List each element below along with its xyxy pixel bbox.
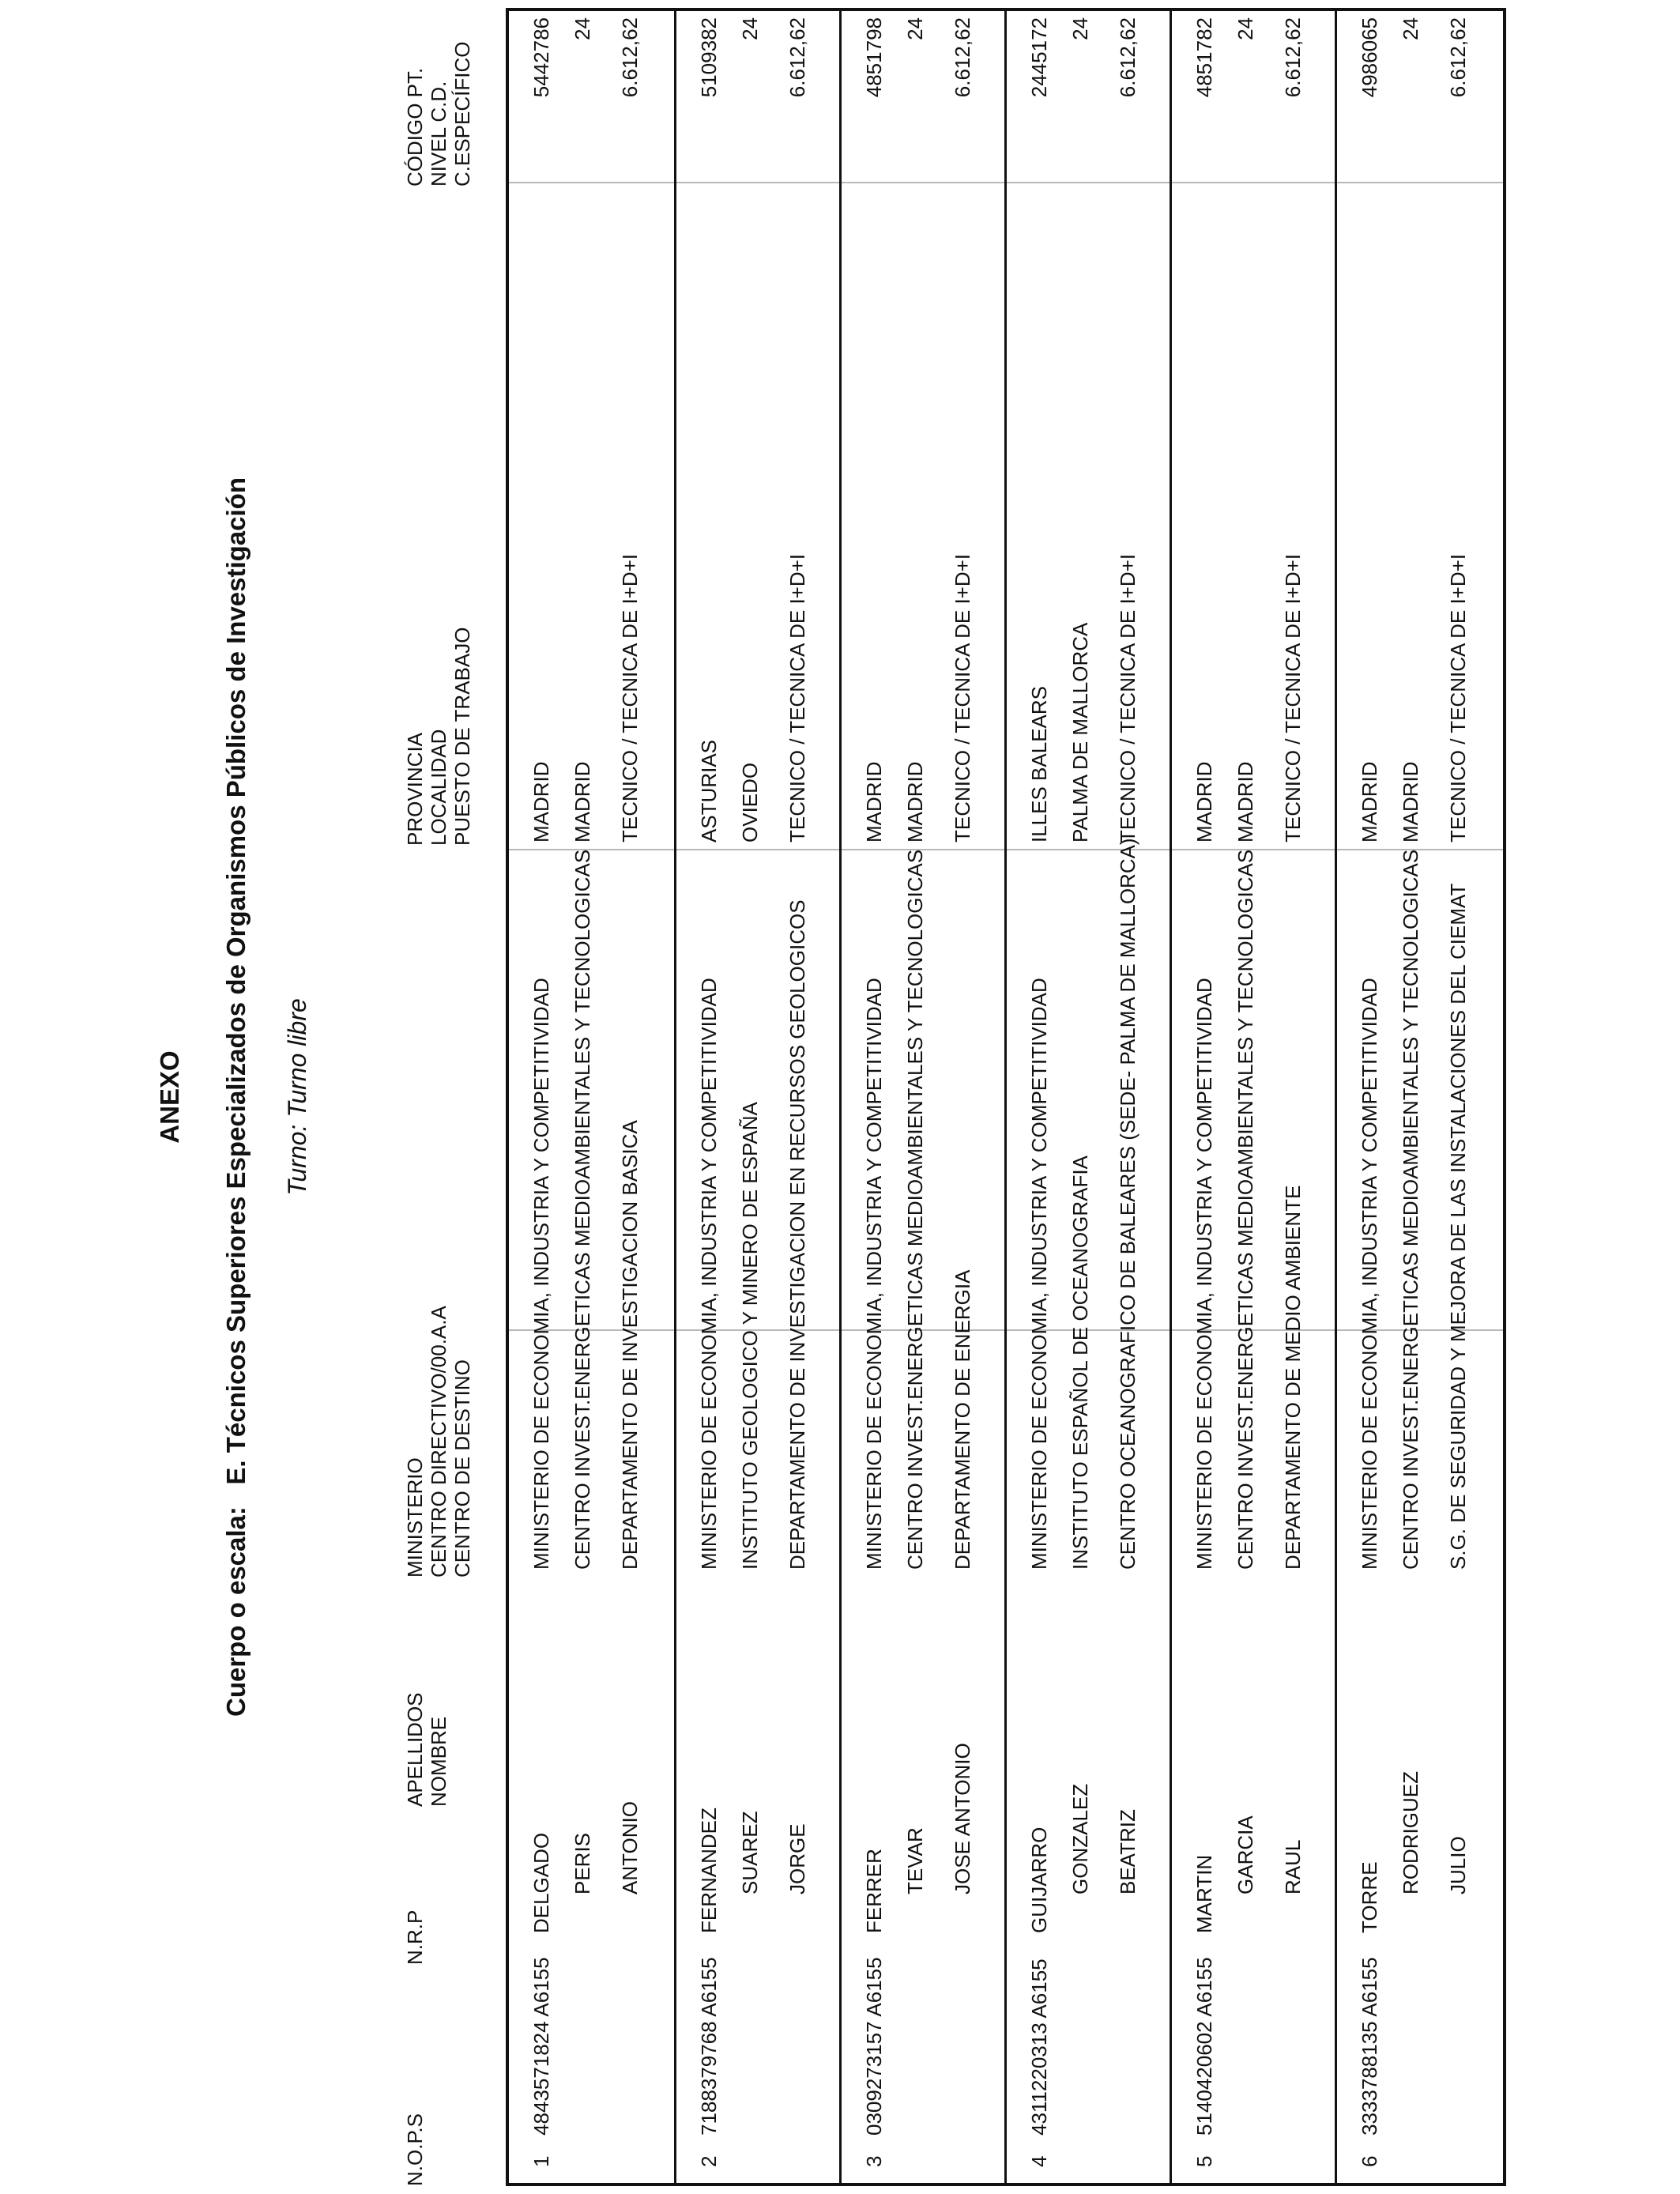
- cell-centro-directivo: CENTRO INVEST.ENERGETICAS MEDIOAMBIENTALES Y TECNOLOGICAS: [903, 849, 927, 1570]
- cell-localidad: MADRID: [1399, 761, 1422, 843]
- cell-nombre: JULIO: [1446, 1836, 1470, 1894]
- cell-centro-directivo: CENTRO INVEST.ENERGETICAS MEDIOAMBIENTALES Y TECNOLOGICAS: [571, 849, 594, 1570]
- cell-apellido1: TORRE: [1358, 1861, 1381, 1933]
- cell-nrp: 4311220313 A6155: [1027, 1958, 1051, 2136]
- cell-especifico: 6.612,62: [1281, 17, 1305, 98]
- cell-ministerio: MINISTERIO DE ECONOMIA, INDUSTRIA Y COMPETITIVIDAD: [1027, 978, 1051, 1570]
- cell-codigo: 5442786: [529, 17, 553, 98]
- cell-nombre: RAUL: [1281, 1839, 1305, 1894]
- cell-apellido2: PERIS: [571, 1832, 594, 1894]
- turno-value: Turno libre: [283, 998, 311, 1118]
- cell-provincia: MADRID: [529, 761, 553, 843]
- cell-especifico: 6.612,62: [1446, 17, 1470, 98]
- table-row: [1004, 11, 1170, 2183]
- cell-nrp: 3333788135 A6155: [1358, 1957, 1381, 2136]
- cuerpo-escala-line: [221, 0, 251, 2194]
- cell-centro-destino: DEPARTAMENTO DE MEDIO AMBIENTE: [1281, 1185, 1305, 1570]
- cell-apellido2: SUAREZ: [738, 1811, 762, 1894]
- cell-nivel: 24: [1399, 17, 1422, 40]
- cell-ministerio: MINISTERIO DE ECONOMIA, INDUSTRIA Y COMPETITIVIDAD: [1192, 978, 1216, 1570]
- cell-apellido2: RODRIGUEZ: [1399, 1771, 1422, 1894]
- cell-nrp: 0309273157 A6155: [862, 1957, 886, 2136]
- cell-localidad: OVIEDO: [738, 762, 762, 843]
- cell-nombre: JORGE: [785, 1823, 809, 1894]
- cell-provincia: MADRID: [1192, 761, 1216, 843]
- cell-codigo: 4851798: [862, 17, 886, 98]
- cell-nops: 3: [862, 2155, 886, 2167]
- cell-especifico: 6.612,62: [951, 17, 974, 98]
- anexo-table: [506, 8, 1506, 2186]
- cell-ministerio: MINISTERIO DE ECONOMIA, INDUSTRIA Y COMPETITIVIDAD: [1358, 978, 1381, 1570]
- cell-centro-directivo: INSTITUTO GEOLOGICO Y MINERO DE ESPAÑA: [738, 1102, 762, 1570]
- cell-nivel: 24: [571, 17, 594, 40]
- cell-nops: 1: [529, 2155, 553, 2167]
- cell-puesto: TECNICO / TECNICA DE I+D+I: [951, 553, 974, 843]
- cell-nops: 2: [697, 2155, 721, 2167]
- cell-apellido2: TEVAR: [903, 1827, 927, 1894]
- cell-localidad: MADRID: [903, 761, 927, 843]
- cell-nrp: 7188379768 A6155: [697, 1957, 721, 2136]
- cell-centro-destino: DEPARTAMENTO DE INVESTIGACION BASICA: [618, 1120, 642, 1570]
- header-apellidos-nombre: APELLIDOS NOMBRE: [403, 1692, 450, 1807]
- cell-puesto: TECNICO / TECNICA DE I+D+I: [1281, 553, 1305, 843]
- header-provincia-puesto: PROVINCIA LOCALIDAD PUESTO DE TRABAJO: [403, 627, 474, 846]
- cell-apellido1: GUIJARRO: [1027, 1826, 1051, 1933]
- turno-label: Turno:: [283, 1124, 311, 1196]
- cell-ministerio: MINISTERIO DE ECONOMIA, INDUSTRIA Y COMPETITIVIDAD: [529, 978, 553, 1570]
- header-codigo-nivel: CÓDIGO PT. NIVEL C.D. C.ESPECÍFICO: [403, 41, 474, 187]
- cell-apellido2: GARCIA: [1234, 1815, 1257, 1894]
- cell-provincia: ILLES BALEARS: [1027, 686, 1051, 843]
- header-nrp: N.R.P: [403, 1909, 427, 1965]
- cell-centro-destino: CENTRO OCEANOGRAFICO DE BALEARES (SEDE- PALMA DE MALLORCA): [1116, 838, 1139, 1570]
- cell-localidad: MADRID: [571, 761, 594, 843]
- table-row: [674, 11, 839, 2183]
- cell-especifico: 6.612,62: [1116, 17, 1139, 98]
- header-nops: N.O.P.S: [403, 2113, 427, 2186]
- cell-nivel: 24: [1068, 17, 1092, 40]
- cell-provincia: MADRID: [862, 761, 886, 843]
- cuerpo-value: E. Técnicos Superiores Especializados de Organismos Públicos de Investigación: [221, 477, 250, 1485]
- cuerpo-label: Cuerpo o escala:: [221, 1506, 250, 1717]
- cell-nops: 6: [1358, 2155, 1381, 2167]
- cell-localidad: MADRID: [1234, 761, 1257, 843]
- cell-nrp: 4843571824 A6155: [529, 1957, 553, 2136]
- cell-centro-destino: DEPARTAMENTO DE INVESTIGACION EN RECURSOS GEOLOGICOS: [785, 899, 809, 1570]
- cell-puesto: TECNICO / TECNICA DE I+D+I: [1116, 553, 1139, 843]
- cell-centro-destino: DEPARTAMENTO DE ENERGIA: [951, 1269, 974, 1570]
- cell-nombre: JOSE ANTONIO: [951, 1743, 974, 1894]
- cell-ministerio: MINISTERIO DE ECONOMIA, INDUSTRIA Y COMPETITIVIDAD: [697, 978, 721, 1570]
- cell-apellido2: GONZALEZ: [1068, 1783, 1092, 1894]
- cell-nombre: ANTONIO: [618, 1801, 642, 1894]
- cell-centro-directivo: INSTITUTO ESPAÑOL DE OCEANOGRAFIA: [1068, 1155, 1092, 1570]
- cell-centro-directivo: CENTRO INVEST.ENERGETICAS MEDIOAMBIENTALES Y TECNOLOGICAS: [1399, 849, 1422, 1570]
- cell-nombre: BEATRIZ: [1116, 1809, 1139, 1894]
- cell-nops: 4: [1027, 2155, 1051, 2167]
- cell-puesto: TECNICO / TECNICA DE I+D+I: [618, 553, 642, 843]
- cell-ministerio: MINISTERIO DE ECONOMIA, INDUSTRIA Y COMPETITIVIDAD: [862, 978, 886, 1570]
- cell-codigo: 4986065: [1358, 17, 1381, 98]
- cell-provincia: MADRID: [1358, 761, 1381, 843]
- cell-codigo: 2445172: [1027, 17, 1051, 98]
- cell-localidad: PALMA DE MALLORCA: [1068, 622, 1092, 843]
- cell-especifico: 6.612,62: [785, 17, 809, 98]
- cell-nivel: 24: [738, 17, 762, 40]
- header-ministerio-centro: MINISTERIO CENTRO DIRECTIVO/00.A.A CENTRO DE DESTINO: [403, 1306, 474, 1578]
- cell-centro-directivo: CENTRO INVEST.ENERGETICAS MEDIOAMBIENTALES Y TECNOLOGICAS: [1234, 849, 1257, 1570]
- cell-especifico: 6.612,62: [618, 17, 642, 98]
- cell-apellido1: DELGADO: [529, 1832, 553, 1933]
- table-row: [509, 11, 672, 2183]
- cell-nops: 5: [1192, 2155, 1216, 2167]
- table-row: [1170, 11, 1335, 2183]
- cell-nivel: 24: [1234, 17, 1257, 40]
- cell-provincia: ASTURIAS: [697, 739, 721, 843]
- cell-apellido1: FERNANDEZ: [697, 1808, 721, 1933]
- cell-centro-destino: S.G. DE SEGURIDAD Y MEJORA DE LAS INSTALACIONES DEL CIEMAT: [1446, 883, 1470, 1570]
- document-title: ANEXO: [155, 1050, 184, 1144]
- cell-nrp: 5140420602 A6155: [1192, 1957, 1216, 2136]
- cell-nivel: 24: [903, 17, 927, 40]
- table-row: [839, 11, 1004, 2183]
- cell-puesto: TECNICO / TECNICA DE I+D+I: [1446, 553, 1470, 843]
- cell-codigo: 5109382: [697, 17, 721, 98]
- cell-codigo: 4851782: [1192, 17, 1216, 98]
- table-row: [1335, 11, 1500, 2183]
- cell-apellido1: MARTIN: [1192, 1854, 1216, 1933]
- turno-line: [283, 0, 312, 2194]
- cell-apellido1: FERRER: [862, 1849, 886, 1933]
- cell-puesto: TECNICO / TECNICA DE I+D+I: [785, 553, 809, 843]
